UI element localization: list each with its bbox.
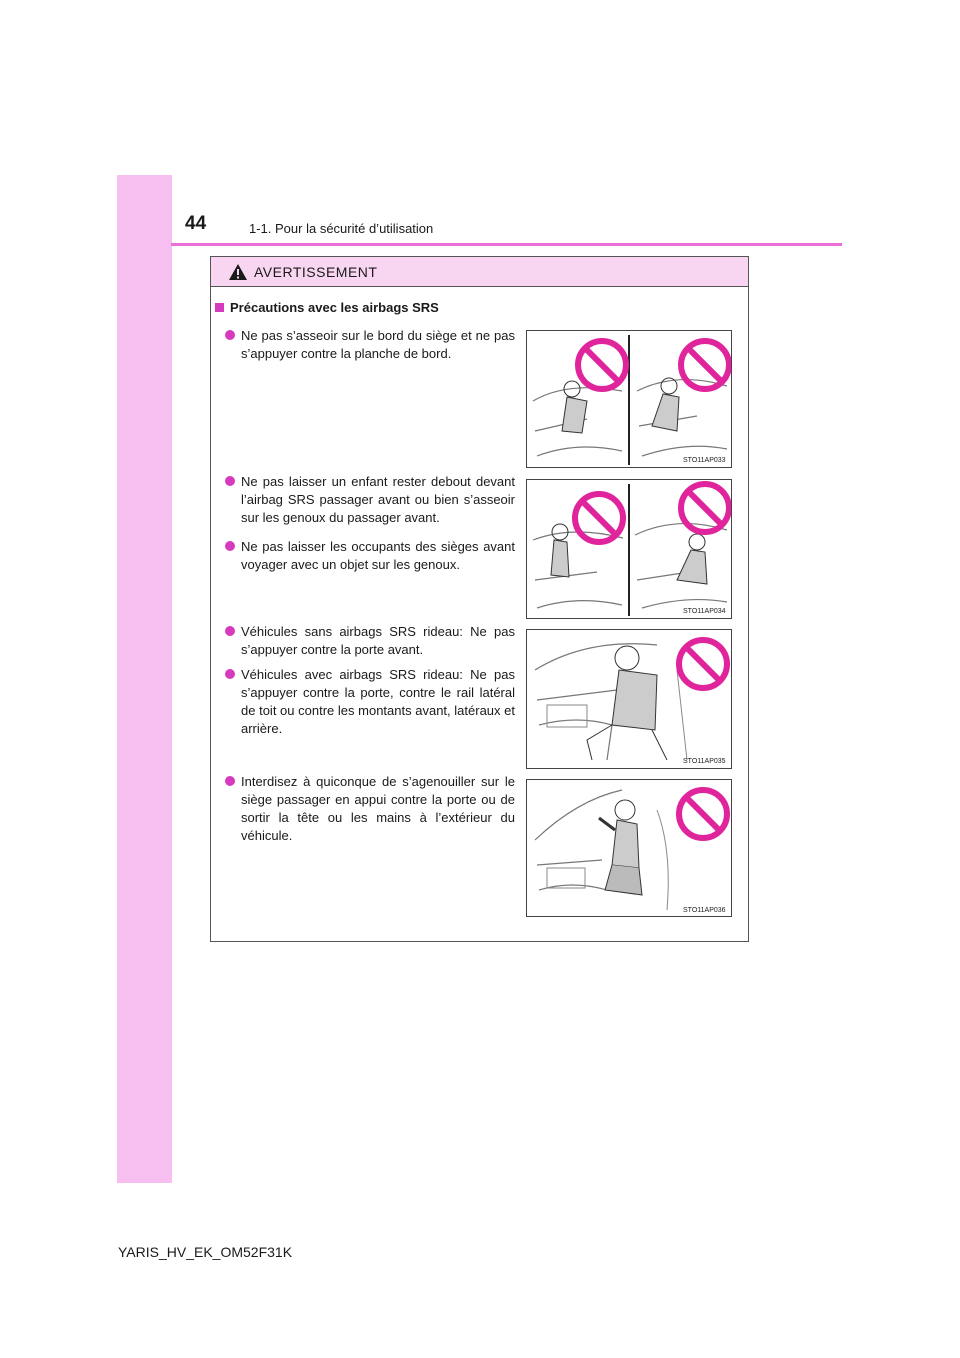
- illustration-panel: [526, 629, 732, 769]
- document-code: YARIS_HV_EK_OM52F31K: [118, 1244, 293, 1260]
- list-item: [225, 473, 515, 527]
- warning-box: [210, 256, 749, 942]
- list-item: [225, 666, 515, 738]
- prohibited-icon: [679, 790, 727, 838]
- warning-header: [211, 257, 748, 287]
- illustration-panel: [526, 479, 732, 619]
- prohibited-icon: [679, 640, 727, 688]
- section-title: 1-1. Pour la sécurité d’utilisation: [249, 221, 434, 236]
- figure-code: STO11AP034: [683, 608, 726, 615]
- warning-triangle-icon: [228, 263, 248, 281]
- figure-code: STO11AP036: [683, 907, 726, 914]
- bullet-dot-icon: [225, 541, 235, 551]
- list-item-text: Véhicules sans airbags SRS rideau: Ne pas s’appuyer contre la porte avant.: [241, 624, 515, 657]
- list-item: [225, 538, 515, 574]
- list-item-text: Interdisez à quiconque de s’agenouiller sur le siège passager en appui contre la porte ou de sortir la tête ou les mains à l’extérieur du véhicule.: [241, 774, 515, 843]
- bullet-dot-icon: [225, 330, 235, 340]
- header-rule: [171, 243, 842, 246]
- illustration-panel: [526, 779, 732, 917]
- warning-subheading: [215, 300, 439, 315]
- square-bullet-icon: [215, 303, 224, 312]
- figure-code: STO11AP033: [683, 457, 726, 464]
- figure-code: STO11AP035: [683, 758, 726, 765]
- subheading-text: Précautions avec les airbags SRS: [230, 300, 439, 315]
- page-number: 44: [185, 213, 207, 234]
- list-item: [225, 327, 515, 363]
- prohibited-icon: [681, 341, 729, 389]
- bullet-dot-icon: [225, 626, 235, 636]
- list-item-text: Véhicules avec airbags SRS rideau: Ne pas s’appuyer contre la porte, contre le rail latéral de toit ou contre les montants avant, latéraux et arrière.: [241, 667, 515, 736]
- list-item: [225, 623, 515, 659]
- bullet-dot-icon: [225, 776, 235, 786]
- prohibited-icon: [578, 341, 626, 389]
- prohibited-icon: [575, 494, 623, 542]
- warning-title: AVERTISSEMENT: [254, 264, 378, 280]
- illustration-panel: [526, 330, 732, 468]
- list-item-text: Ne pas s’asseoir sur le bord du siège et ne pas s’appuyer contre la planche de bord.: [241, 328, 515, 361]
- list-item: [225, 773, 515, 845]
- bullet-dot-icon: [225, 476, 235, 486]
- chapter-tab-sidebar: [117, 175, 172, 1183]
- bullet-dot-icon: [225, 669, 235, 679]
- list-item-text: Ne pas laisser les occupants des sièges avant voyager avec un objet sur les genoux.: [241, 539, 515, 572]
- list-item-text: Ne pas laisser un enfant rester debout devant l’airbag SRS passager avant ou bien s’asseoir sur les genoux du passager avant.: [241, 474, 515, 525]
